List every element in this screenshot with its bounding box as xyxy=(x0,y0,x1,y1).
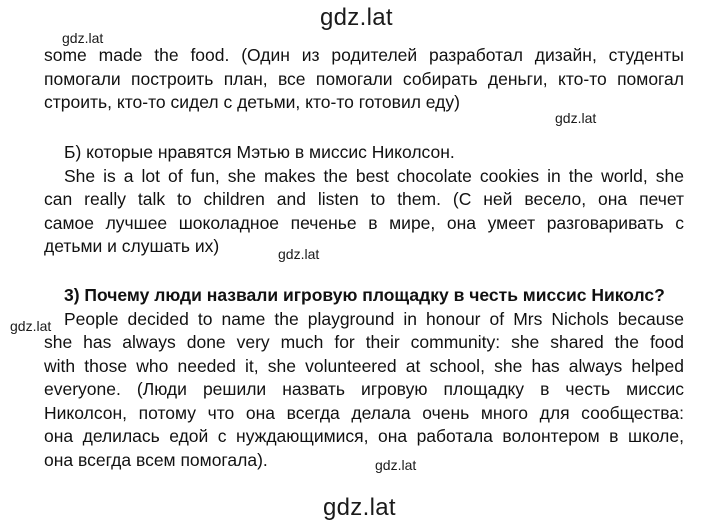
text-line: with those who needed it, she volunteered at school, she has always helped xyxy=(44,355,684,376)
text-line: can really talk to children and listen to them. (С ней весело, она печет xyxy=(44,189,684,209)
text-line: she has always done very much for their community: she shared the food xyxy=(44,332,684,352)
answer-paragraph-1 xyxy=(44,44,684,115)
text-line: помогали построить план, все помогали собирать деньги, кто-то помогал xyxy=(44,68,684,89)
watermark-bottom: gdz.lat xyxy=(323,494,396,521)
answer-paragraph-2 xyxy=(44,141,684,259)
watermark-small: gdz.lat xyxy=(278,246,320,262)
watermark-small: gdz.lat xyxy=(555,110,597,126)
sub-heading: Б) которые нравятся Мэтью в миссис Николсон. xyxy=(64,142,455,162)
text-line: детьми и слушать их) xyxy=(44,236,220,256)
watermark-top: gdz.lat xyxy=(320,4,393,31)
text-line: People decided to name the playground in honour of Mrs Nichols because xyxy=(64,308,684,329)
text-line: everyone. (Люди решили назвать игровую площадку в честь миссис xyxy=(44,379,684,399)
watermark-small: gdz.lat xyxy=(10,318,52,334)
watermark-small: gdz.lat xyxy=(375,457,417,473)
text-line: она делилась едой с нуждающимися, она работала волонтером в школе, xyxy=(44,426,684,446)
answer-paragraph-3 xyxy=(44,284,684,472)
text-line: some made the food. (Один из родителей разработал дизайн, студенты xyxy=(44,45,684,65)
text-line: она всегда всем помогала). xyxy=(44,449,268,470)
watermark-small: gdz.lat xyxy=(62,30,104,46)
text-line: Николсон, потому что она всегда делала очень много для сообщества: xyxy=(44,402,684,423)
text-line: строить, кто-то сидел с детьми, кто-то готовил еду) xyxy=(44,92,460,112)
text-line: самое лучшее шоколадное печенье в мире, она умеет разговаривать с xyxy=(44,212,684,233)
question-heading: 3) Почему люди назвали игровую площадку в честь миссис Николс? xyxy=(64,285,665,305)
text-line: She is a lot of fun, she makes the best chocolate cookies in the world, she xyxy=(64,165,684,186)
